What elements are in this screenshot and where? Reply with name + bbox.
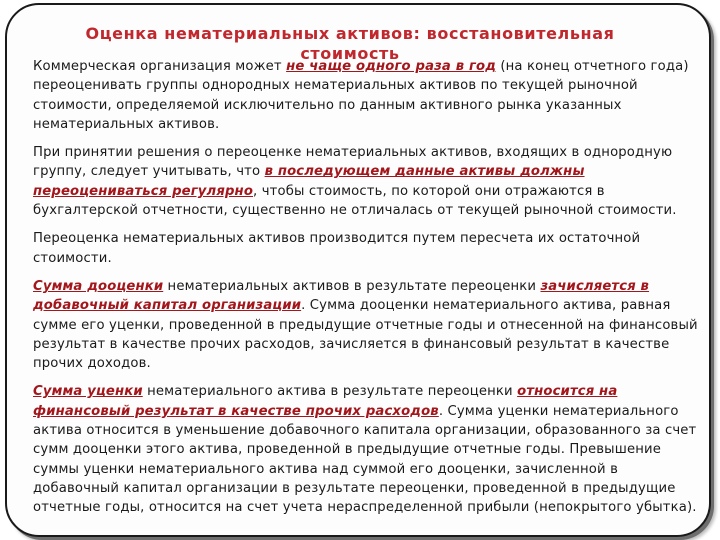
paragraph-2-emphasis: в последующем данные активы должны переоцениваться регулярно (33, 164, 585, 199)
paragraph-5-text-b: . Сумма уценки нематериального актива относится в уменьшение добавочного капитала организации, образованного за счет сумм дооценки этого актива, проведенной в предыдущие отчетные годы. Превышение суммы уценки нематериального актива над суммой его дооценки, зачисленной в добавочный капитал организации в результате переоценки, проведенной в предыдущие отчетные годы, относится на счет учета нераспределенной прибыли (непокрытого убытка). (33, 403, 697, 516)
paragraph-4-text-b: . Сумма дооценки нематериального актива, равная сумме его уценки, проведенной в предыдущие отчетные годы и отнесенной на финансовый результат в качестве прочих расходов, зачисляется в финансовый результат в качестве прочих доходов. (33, 298, 698, 372)
paragraph-2 (33, 143, 701, 220)
paragraph-1-text-b: (на конец отчетного года) переоценивать группы однородных нематериальных активов по текущей рыночной стоимости, определяемой исключительно по данным активного рынка указанных нематериальных активов. (33, 59, 689, 132)
paragraph-5-text-a: нематериального актива в результате переоценки (142, 384, 518, 400)
paragraph-4-text-a: нематериальных активов в результате переоценки (163, 278, 541, 294)
paragraph-5 (33, 382, 701, 517)
paragraph-5-emphasis-2: относится на финансовый результат в качестве прочих расходов (33, 384, 618, 419)
paragraph-2-text-a: При принятии решения о переоценке нематериальных активов, входящих в однородную группу, следует учитывать, что (33, 145, 673, 180)
paragraph-3-text: Переоценка нематериальных активов производится путем пересчета их остаточной стоимости. (33, 231, 641, 266)
paragraph-1-emphasis: не чаще одного раза в год (286, 59, 497, 74)
paragraph-4-emphasis-2: зачисляется в добавочный капитал организации (33, 278, 650, 314)
paragraph-2-text-b: , чтобы стоимость, по которой они отражаются в бухгалтерской отчетности, существенно не отличалась от текущей рыночной стоимости. (33, 183, 677, 219)
paragraph-3 (33, 229, 701, 268)
slide-title-line1: Оценка нематериальных активов: восстановительная (85, 24, 615, 43)
paragraph-4-emphasis-1: Сумма дооценки (33, 278, 164, 294)
paragraph-4 (33, 277, 701, 373)
paragraph-1 (33, 57, 701, 134)
paragraph-5-emphasis-1: Сумма уценки (33, 384, 143, 400)
slide-title-line2: стоимость (300, 44, 400, 63)
paragraph-1-text-a: Коммерческая организация может (33, 59, 287, 74)
slide-body (33, 57, 701, 527)
